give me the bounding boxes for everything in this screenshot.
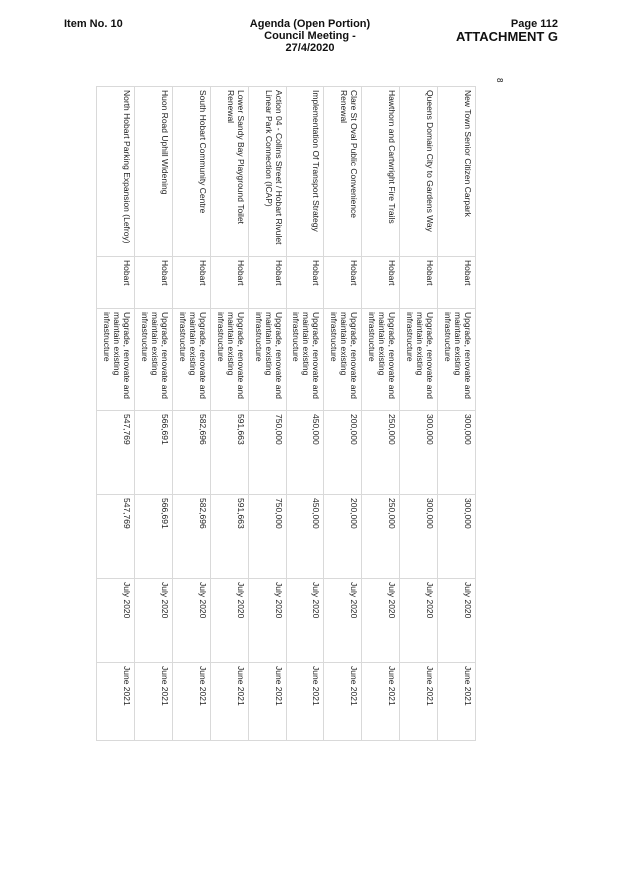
amount-cell: 450,000 <box>286 495 324 579</box>
start-date-cell: July 2020 <box>324 579 362 663</box>
end-date-cell: June 2021 <box>324 663 362 741</box>
amount-cell: 200,000 <box>324 411 362 495</box>
end-date-cell: June 2021 <box>248 663 286 741</box>
end-date-cell: June 2021 <box>286 663 324 741</box>
agenda-title: Agenda (Open Portion) <box>249 18 371 30</box>
location-cell: Hobart <box>286 257 324 309</box>
page-number: 8 <box>495 78 504 83</box>
table-row <box>248 87 286 741</box>
location-cell: Hobart <box>248 257 286 309</box>
amount-cell: 591,663 <box>210 495 248 579</box>
description-cell: Upgrade, renovate and maintain existing infrastructure <box>248 309 286 411</box>
project-name-cell: Implementation Of Transport Strategy <box>286 87 324 257</box>
description-cell: Upgrade, renovate and maintain existing infrastructure <box>438 309 476 411</box>
amount-cell: 591,663 <box>210 411 248 495</box>
description-cell: Upgrade, renovate and maintain existing infrastructure <box>172 309 210 411</box>
location-cell: Hobart <box>362 257 400 309</box>
start-date-cell: July 2020 <box>438 579 476 663</box>
description-cell: Upgrade, renovate and maintain existing infrastructure <box>210 309 248 411</box>
end-date-cell: June 2021 <box>400 663 438 741</box>
table-row <box>400 87 438 741</box>
project-name-cell: Hawthorn and Cartwright Fire Trails <box>362 87 400 257</box>
end-date-cell: June 2021 <box>97 663 135 741</box>
table-row <box>438 87 476 741</box>
amount-cell: 300,000 <box>438 495 476 579</box>
projects-table-rotated <box>96 86 476 740</box>
table-row <box>172 87 210 741</box>
end-date-cell: June 2021 <box>210 663 248 741</box>
page-label: Page 112 <box>510 18 558 30</box>
project-name-cell: North Hobart Parking Expansion (Lefroy) <box>97 87 135 257</box>
agenda-heading <box>240 18 380 54</box>
end-date-cell: June 2021 <box>134 663 172 741</box>
location-cell: Hobart <box>134 257 172 309</box>
item-number: Item No. 10 <box>64 18 123 30</box>
project-name-cell: Lower Sandy Bay Playground Toilet Renewal <box>210 87 248 257</box>
amount-cell: 250,000 <box>362 495 400 579</box>
location-cell: Hobart <box>400 257 438 309</box>
start-date-cell: July 2020 <box>400 579 438 663</box>
start-date-cell: July 2020 <box>248 579 286 663</box>
end-date-cell: June 2021 <box>362 663 400 741</box>
amount-cell: 566,691 <box>134 411 172 495</box>
table-row <box>134 87 172 741</box>
location-cell: Hobart <box>210 257 248 309</box>
project-name-cell: New Town Senior Citizen Carpark <box>438 87 476 257</box>
amount-cell: 547,769 <box>97 495 135 579</box>
table-row <box>362 87 400 741</box>
amount-cell: 750,000 <box>248 495 286 579</box>
table-row <box>324 87 362 741</box>
project-name-cell: Huon Road Uphill Widening <box>134 87 172 257</box>
location-cell: Hobart <box>97 257 135 309</box>
start-date-cell: July 2020 <box>97 579 135 663</box>
description-cell: Upgrade, renovate and maintain existing infrastructure <box>362 309 400 411</box>
amount-cell: 200,000 <box>324 495 362 579</box>
attachment-label: ATTACHMENT G <box>455 29 558 44</box>
description-cell: Upgrade, renovate and maintain existing infrastructure <box>97 309 135 411</box>
project-name-cell: South Hobart Community Centre <box>172 87 210 257</box>
project-name-cell: Queens Domain City to Gardens Way <box>400 87 438 257</box>
start-date-cell: July 2020 <box>134 579 172 663</box>
amount-cell: 582,696 <box>172 411 210 495</box>
meeting-date: Council Meeting - 27/4/2020 <box>264 30 356 54</box>
start-date-cell: July 2020 <box>362 579 400 663</box>
description-cell: Upgrade, renovate and maintain existing infrastructure <box>286 309 324 411</box>
start-date-cell: July 2020 <box>172 579 210 663</box>
table-row <box>286 87 324 741</box>
end-date-cell: June 2021 <box>438 663 476 741</box>
location-cell: Hobart <box>324 257 362 309</box>
start-date-cell: July 2020 <box>286 579 324 663</box>
amount-cell: 582,696 <box>172 495 210 579</box>
amount-cell: 300,000 <box>438 411 476 495</box>
amount-cell: 250,000 <box>362 411 400 495</box>
amount-cell: 547,769 <box>97 411 135 495</box>
amount-cell: 300,000 <box>400 411 438 495</box>
location-cell: Hobart <box>438 257 476 309</box>
amount-cell: 566,691 <box>134 495 172 579</box>
table-row <box>210 87 248 741</box>
project-name-cell: Clare St Oval Public Convenience Renewal <box>324 87 362 257</box>
description-cell: Upgrade, renovate and maintain existing infrastructure <box>134 309 172 411</box>
amount-cell: 450,000 <box>286 411 324 495</box>
project-name-cell: Action 04 - Collins Street / Hobart Rivulet Linear Park Connection (ICAP) <box>248 87 286 257</box>
description-cell: Upgrade, renovate and maintain existing infrastructure <box>400 309 438 411</box>
amount-cell: 750,000 <box>248 411 286 495</box>
table-row <box>97 87 135 741</box>
page-reference <box>456 18 558 44</box>
location-cell: Hobart <box>172 257 210 309</box>
description-cell: Upgrade, renovate and maintain existing infrastructure <box>324 309 362 411</box>
start-date-cell: July 2020 <box>210 579 248 663</box>
end-date-cell: June 2021 <box>172 663 210 741</box>
projects-table <box>96 86 476 741</box>
amount-cell: 300,000 <box>400 495 438 579</box>
